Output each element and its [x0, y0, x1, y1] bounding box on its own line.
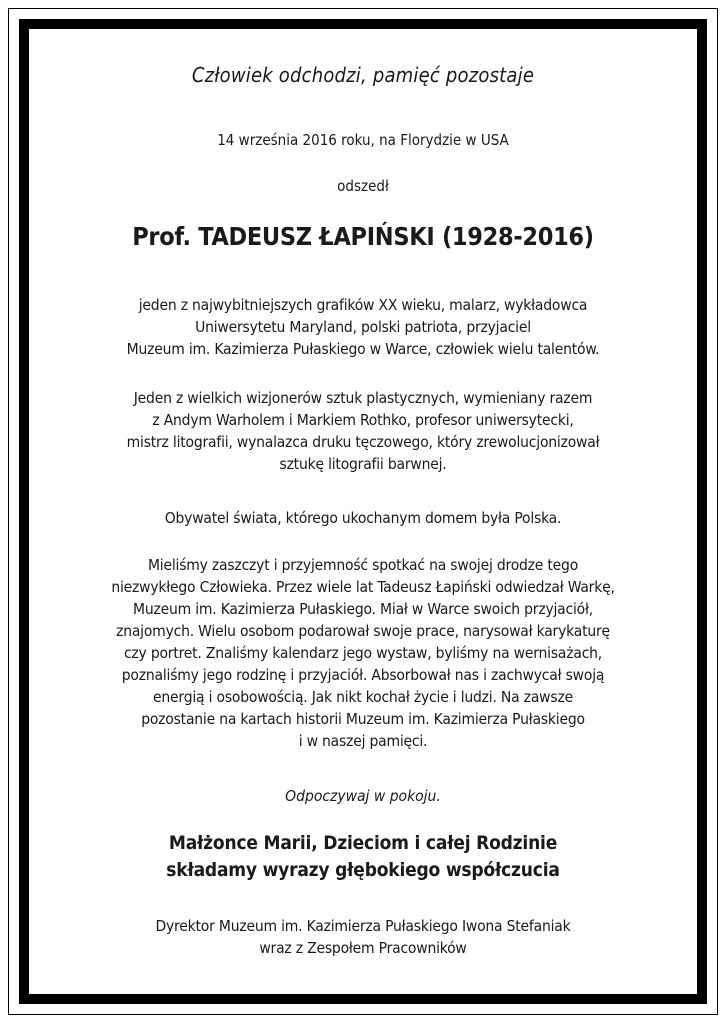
text-line: niezwykłego Człowieka. Przez wiele lat Tadeusz Łapiński odwiedzał Warkę, — [111, 578, 615, 596]
motto: Człowiek odchodzi, pamięć pozostaje — [191, 63, 535, 87]
text-line: znajomych. Wielu osobom podarował swoje prace, narysował karykaturę — [116, 622, 610, 640]
text-line: mistrz litografii, wynalazca druku tęczowego, który zrewolucjonizował — [126, 433, 600, 451]
text-line: Obywatel świata, którego ukochanym domem była Polska. — [164, 509, 562, 527]
biography-paragraph — [29, 294, 697, 360]
text-line: pozostanie na kartach historii Muzeum im. Kazimierza Pułaskiego — [141, 710, 585, 728]
date-line: 14 września 2016 roku, na Florydzie w USA — [217, 131, 509, 149]
text-line: energią i osobowością. Jak nikt kochał życie i ludzi. Na zawsze — [153, 688, 573, 706]
farewell: Odpoczywaj w pokoju. — [285, 787, 441, 805]
signature — [29, 915, 697, 959]
text-line: z Andym Warholem i Markiem Rothko, profesor uniwersytecki, — [152, 411, 574, 429]
text-line: Mieliśmy zaszczyt i przyjemność spotkać na swojej drodze tego — [147, 556, 579, 574]
text-line: czy portret. Znaliśmy kalendarz jego wystaw, byliśmy na wernisażach, — [123, 644, 603, 662]
departed-label: odszedł — [337, 177, 389, 195]
text-line: Muzeum im. Kazimierza Pułaskiego w Warce, człowiek wielu talentów. — [126, 340, 600, 358]
achievements-paragraph — [29, 387, 697, 475]
life-years: (1928-2016) — [441, 222, 594, 251]
text-line: sztukę litografii barwnej. — [279, 455, 447, 473]
deceased-name: Prof. TADEUSZ ŁAPIŃSKI — [132, 222, 435, 251]
deceased-name-heading — [29, 222, 697, 251]
text-line: Uniwersytetu Maryland, polski patriota, przyjaciel — [195, 318, 531, 336]
condolences-line: składamy wyrazy głębokiego współczucia — [166, 859, 560, 881]
signature-line: wraz z Zespołem Pracowników — [259, 939, 467, 957]
text-line: i w naszej pamięci. — [298, 732, 428, 750]
text-line: Muzeum im. Kazimierza Pułaskiego. Miał w Warce swoich przyjaciół, — [133, 600, 593, 618]
condolences-line: Małżonce Marii, Dzieciom i całej Rodzinie — [168, 832, 558, 854]
obituary-notice — [29, 29, 697, 994]
condolences — [29, 830, 697, 884]
citizen-paragraph — [29, 507, 697, 529]
text-line: jeden z najwybitniejszych grafików XX wieku, malarz, wykładowca — [138, 296, 588, 314]
text-line: poznaliśmy jego rodzinę i przyjaciół. Absorbował nas i zachwycał swoją — [121, 666, 605, 684]
text-line: Jeden z wielkich wizjonerów sztuk plastycznych, wymieniany razem — [133, 389, 593, 407]
memories-paragraph — [29, 554, 697, 752]
signature-line: Dyrektor Muzeum im. Kazimierza Pułaskiego Iwona Stefaniak — [155, 917, 571, 935]
